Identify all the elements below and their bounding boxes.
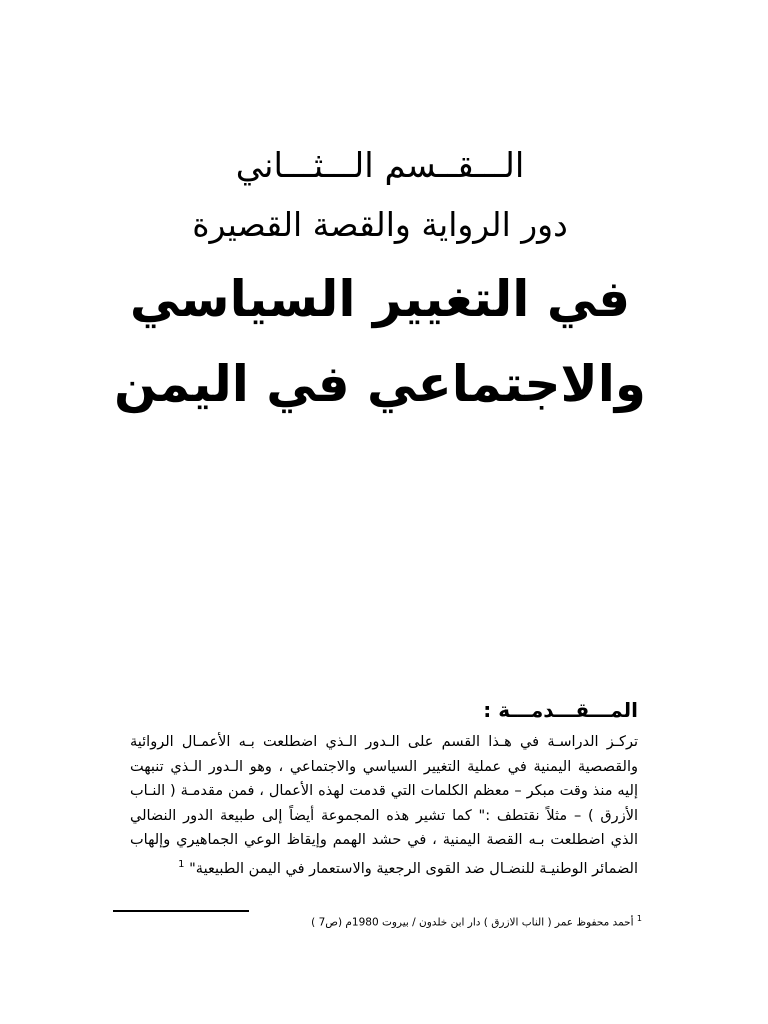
- section-title: الـــقــسم الـــثـــاني: [235, 146, 525, 186]
- footnote-reference: 1: [178, 858, 185, 870]
- footnote-number: 1: [636, 914, 642, 923]
- footnote-divider: [113, 910, 249, 912]
- section-subtitle: دور الرواية والقصة القصيرة: [192, 205, 568, 244]
- introduction-paragraph: [130, 730, 638, 881]
- main-title-line-1: في التغيير السياسي: [129, 270, 631, 328]
- footnote-text: أحمد محفوظ عمر ( الناب الازرق ) دار ابن خلدون / بيروت 1980م (ص7 ): [311, 916, 634, 929]
- paragraph-text: تركـز الدراسـة في هـذا القسم على الـدور الـذي اضطلعت بـه الأعمـال الروائية والقصصية اليمنية في عملية التغيير السياسي والاجتماعي ، وهو الـدور الـذي تنبهت إليه منذ وقت مبكر – معظم الكلمات التي قدمت لهذه الأعمال ، فمن مقدمـة ( النـاب الأزرق ) – مثلاً نقتطف :" كما تشير هذه المجموعة أيضاً إلى طبيعة الدور النضالي الذي اضطلعت بـه القصة اليمنية ، في حشد الهمم وإيقاظ الوعي الجماهيري وإلهاب الضمائر الوطنيـة للنضـال ضد القوى الرجعية والاستعمار في اليمن الطبيعية": [130, 734, 638, 877]
- introduction-heading: المـــقـــدمـــة :: [483, 698, 638, 722]
- main-title-line-2: والاجتماعي في اليمن: [114, 355, 646, 413]
- footnote: [311, 914, 642, 929]
